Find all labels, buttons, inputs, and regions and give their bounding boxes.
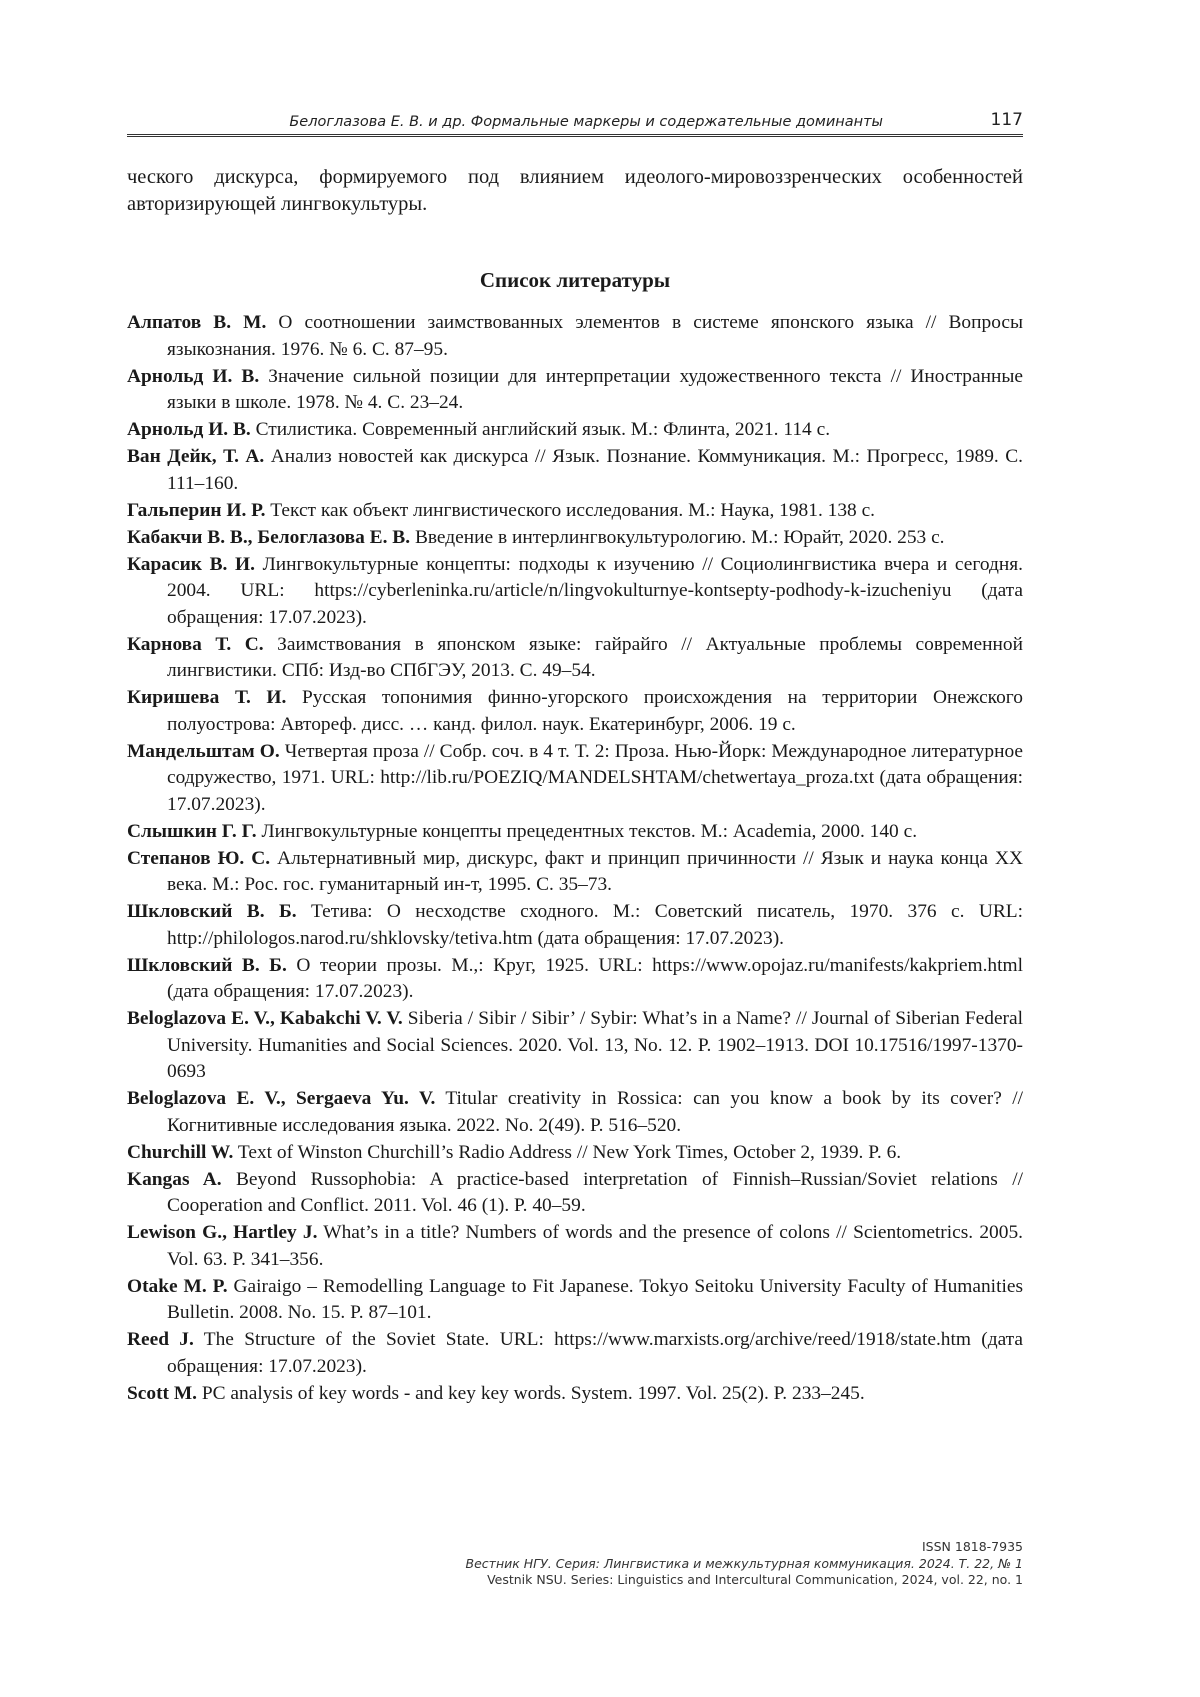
reference-text: Text of Winston Churchill’s Radio Address // New York Times, October 2, 1939. P. 6. (237, 1141, 902, 1163)
reference-author: Churchill W. (127, 1141, 234, 1163)
running-header (127, 108, 1023, 137)
reference-item (127, 1274, 1023, 1327)
reference-author: Кабакчи В. В., Белоглазова Е. В. (127, 526, 411, 548)
reference-author: Шкловский В. Б. (127, 901, 297, 922)
reference-text: Siberia / Sibir / Sibir’ / Sybir: What’s in a Name? // Journal of Siberian Federal University. Humanities and Social Sciences. 2020. Vol. 13, No. 12. P. 1902–1913. DOI 10.17516/1997-1370-0693 (167, 1008, 1023, 1082)
reference-item (127, 1327, 1023, 1380)
reference-text: PC analysis of key words - and key key words. System. 1997. Vol. 25(2). P. 233–245. (201, 1382, 865, 1404)
reference-text: Beyond Russophobia: A practice-based interpretation of Finnish–Russian/Soviet relations // Cooperation and Conflict. 2011. Vol. 46 (1). P. 40–59. (167, 1168, 1023, 1216)
footer-journal-ru: Вестник НГУ. Серия: Лингвистика и межкультурная коммуникация. 2024. Т. 22, № 1 (465, 1555, 1023, 1571)
reference-item (127, 899, 1023, 952)
reference-text: Четвертая проза // Собр. соч. в 4 т. Т. 2: Проза. Нью-Йорк: Международное литературное содружество, 1971. URL: http://lib.ru/POEZIQ/MANDELSHTAM/chetwertaya_proza.txt (дата обращения: 17.07.2023). (167, 740, 1023, 815)
reference-text: Текст как объект лингвистического исследования. М.: Наука, 1981. 138 с. (270, 499, 876, 521)
reference-text: О соотношении заимствованных элементов в системе японского языка // Вопросы языкознания. 1976. № 6. С. 87–95. (167, 312, 1024, 360)
reference-text: Значение сильной позиции для интерпретации художественного текста // Иностранные языки в школе. 1978. № 4. С. 23–24. (167, 365, 1023, 413)
footer-issn: ISSN 1818-7935 (921, 1539, 1023, 1554)
reference-text: Русская топонимия финно-угорского происхождения на территории Онежского полуострова: Автореф. дисс. … канд. филол. наук. Екатеринбург, 2006. 19 с. (167, 687, 1023, 735)
reference-author: Мандельштам О. (127, 740, 280, 762)
page-number: 117 (990, 110, 1023, 130)
reference-author: Алпатов В. М. (127, 312, 267, 333)
reference-text: О теории прозы. М.,: Круг, 1925. URL: https://www.opojaz.ru/manifests/kakpriem.html (дата обращения: 17.07.2023). (167, 954, 1023, 1002)
reference-author: Beloglazova E. V., Sergaeva Yu. V. (127, 1088, 436, 1109)
reference-item (127, 444, 1023, 497)
reference-author: Scott M. (127, 1382, 197, 1404)
reference-item (127, 685, 1023, 738)
page-footer (466, 1539, 1023, 1589)
reference-text: Тетива: О несходстве сходного. М.: Советский писатель, 1970. 376 с. URL: http://philologos.narod.ru/shklovsky/tetiva.htm (дата обращения: 17.07.2023). (167, 901, 1023, 949)
reference-author: Reed J. (127, 1329, 194, 1350)
reference-item (127, 632, 1023, 685)
reference-author: Степанов Ю. С. (127, 847, 271, 869)
reference-text: Анализ новостей как дискурса // Язык. Познание. Коммуникация. М.: Прогресс, 1989. С. 111–160. (167, 446, 1023, 494)
reference-item (127, 819, 1023, 846)
reference-author: Шкловский В. Б. (127, 954, 287, 976)
body-paragraph: ческого дискурса, формируемого под влиянием идеолого-мировоззренческих особенностей авторизирующей лингвокультуры. (127, 166, 1023, 215)
reference-text: Gairaigo – Remodelling Language to Fit Japanese. Tokyo Seitoku University Faculty of Humanities Bulletin. 2008. No. 15. P. 87–101. (167, 1275, 1023, 1323)
reference-item (127, 364, 1023, 417)
reference-author: Гальперин И. Р. (127, 499, 266, 521)
reference-author: Lewison G., Hartley J. (127, 1222, 318, 1243)
reference-author: Карасик В. И. (127, 553, 255, 575)
reference-item (127, 953, 1023, 1006)
reference-text: Лингвокультурные концепты: подходы к изучению // Социолингвистика вчера и сегодня. 2004. URL: https://cyberleninka.ru/article/n/lingvokulturnye-kontsepty-podhody-k-izucheniyu (дата обращения: 17.07.2023). (167, 553, 1023, 628)
reference-author: Kangas A. (127, 1168, 222, 1190)
body-text (127, 164, 1023, 217)
reference-text: Введение в интерлингвокультурологию. М.: Юрайт, 2020. 253 с. (414, 526, 945, 548)
reference-author: Beloglazova E. V., Kabakchi V. V. (127, 1008, 403, 1029)
reference-text: Стилистика. Современный английский язык. М.: Флинта, 2021. 114 с. (255, 419, 831, 440)
reference-text: Лингвокультурные концепты прецедентных текстов. М.: Academia, 2000. 140 с. (261, 820, 918, 842)
reference-item (127, 552, 1023, 632)
reference-item (127, 1167, 1023, 1220)
reference-item (127, 310, 1023, 363)
running-head-title: Белоглазова Е. В. и др. Формальные маркеры и содержательные доминанты (289, 114, 883, 130)
reference-item (127, 1381, 1023, 1408)
reference-text: Альтернативный мир, дискурс, факт и принцип причинности // Язык и наука конца XX века. М.: Рос. гос. гуманитарный ин-т, 1995. С. 35–73. (167, 847, 1023, 895)
reference-item (127, 846, 1023, 899)
reference-text: Заимствования в японском языке: гайрайго // Актуальные проблемы современной лингвистики. СПб: Изд-во СПбГЭУ, 2013. С. 49–54. (167, 633, 1023, 681)
reference-text: What’s in a title? Numbers of words and the presence of colons // Scientometrics. 2005. Vol. 63. P. 341–356. (167, 1222, 1023, 1270)
reference-author: Ван Дейк, Т. А. (127, 446, 265, 467)
reference-author: Арнольд И. В. (127, 419, 251, 440)
reference-item (127, 1220, 1023, 1273)
reference-item (127, 525, 1023, 552)
reference-item (127, 1140, 1023, 1167)
reference-author: Слышкин Г. Г. (127, 820, 257, 842)
reference-item (127, 417, 1023, 444)
references-heading: Список литературы (479, 268, 671, 292)
reference-author: Карнова Т. С. (127, 633, 264, 655)
reference-author: Арнольд И. В. (127, 365, 260, 387)
reference-item (127, 498, 1023, 525)
references-list (127, 310, 1023, 1408)
reference-author: Киришева Т. И. (127, 687, 287, 708)
reference-item (127, 1086, 1023, 1139)
reference-item (127, 739, 1023, 819)
reference-text: Titular creativity in Rossica: can you know a book by its cover? // Когнитивные исследования языка. 2022. No. 2(49). P. 516–520. (167, 1088, 1023, 1136)
reference-text: The Structure of the Soviet State. URL: https://www.marxists.org/archive/reed/1918/state.htm (дата обращения: 17.07.2023). (167, 1329, 1023, 1377)
footer-journal-en: Vestnik NSU. Series: Linguistics and Intercultural Communication, 2024, vol. 22, no. 1 (487, 1572, 1023, 1587)
reference-author: Otake M. P. (127, 1275, 228, 1297)
reference-item (127, 1006, 1023, 1086)
